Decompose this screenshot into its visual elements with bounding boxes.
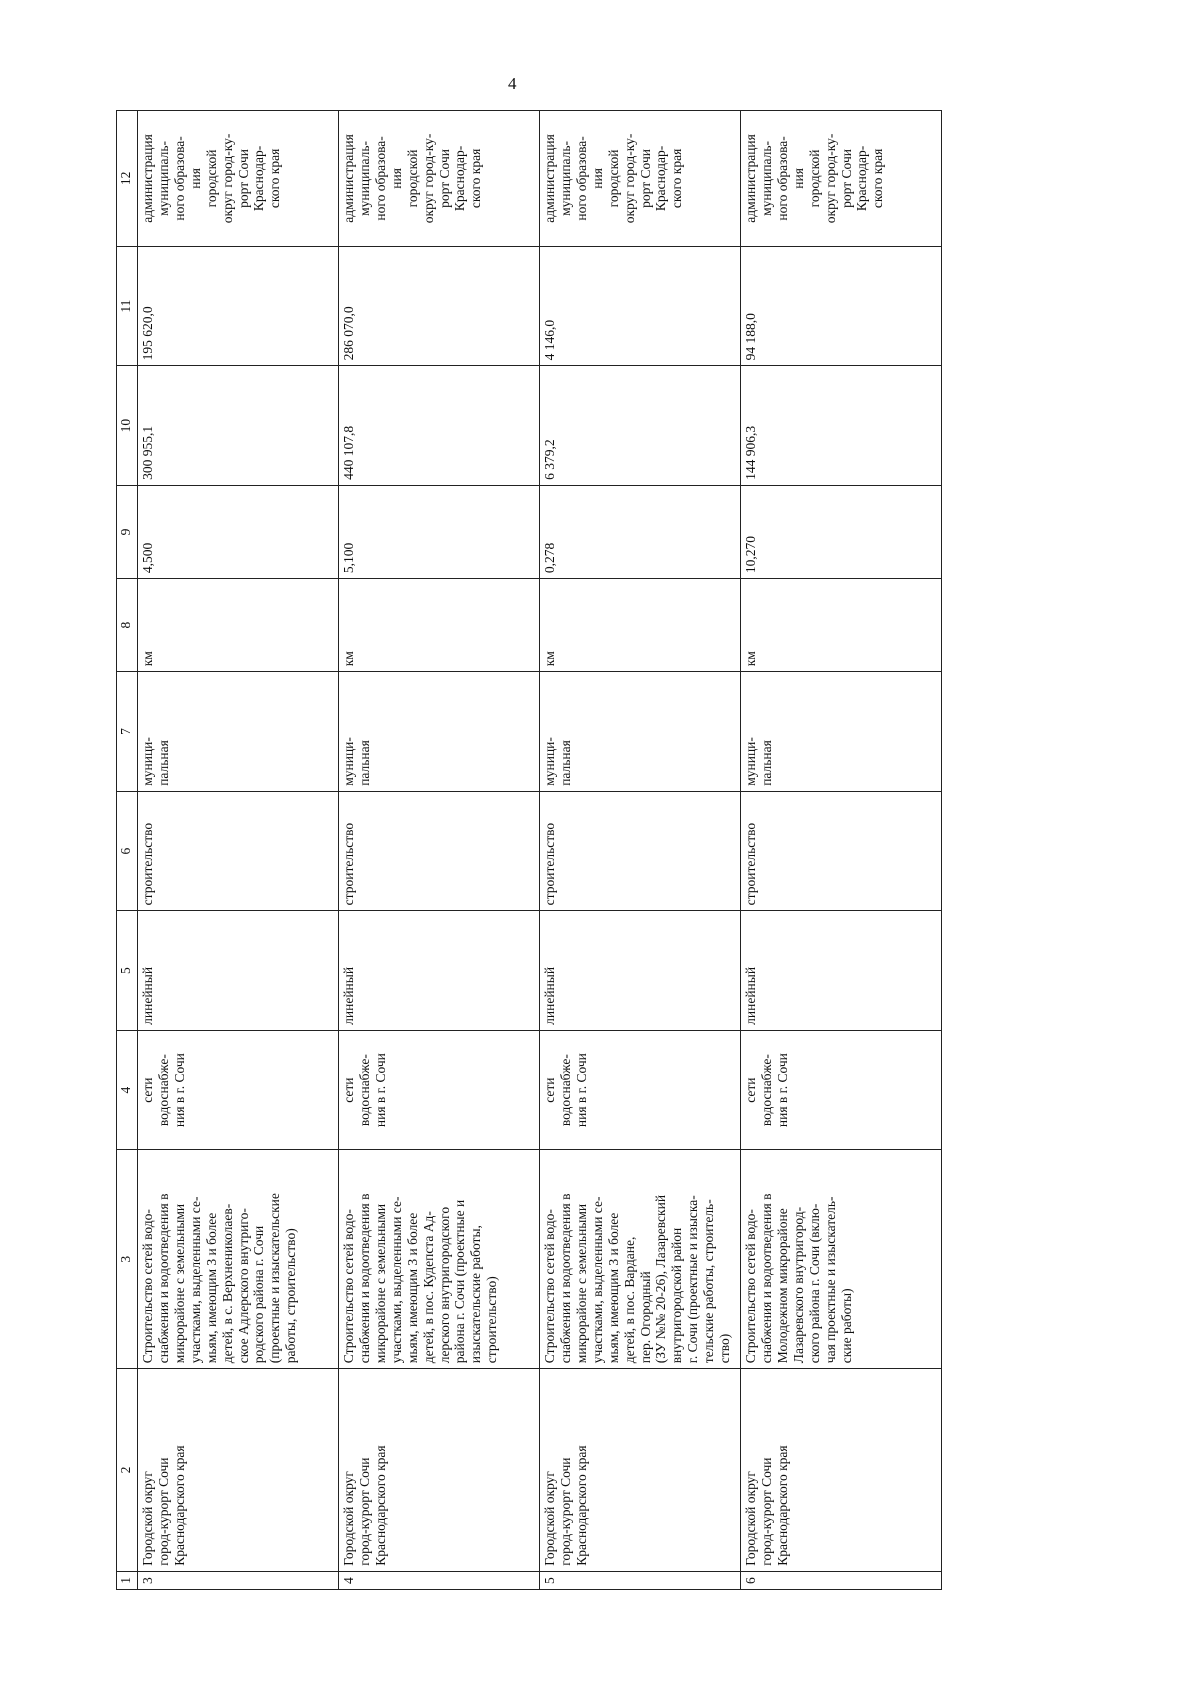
investment-objects-table	[116, 110, 942, 1590]
object-cell: сети водоснабже- ния в г. Сочи	[339, 1030, 540, 1150]
ownership-cell: муници- пальная	[741, 672, 942, 792]
col-header-3: 3	[117, 1150, 138, 1369]
ownership-cell: муници- пальная	[339, 672, 540, 792]
description-cell: Строительство сетей водо- снабжения и водоотведения в Молодежном микрорайоне Лазаревского внутригород- ского района г. Сочи (вклю- чая проектные и изыскатель- ские работы)	[741, 1150, 942, 1369]
col-header-11: 11	[117, 246, 138, 366]
object-cell: сети водоснабже- ния в г. Сочи	[741, 1030, 942, 1150]
budget-cell: 4 146,0	[540, 246, 741, 366]
description-cell: Строительство сетей водо- снабжения и водоотведения в микрорайоне с земельными участками, выделенными се- мьям, имеющим 3 и более детей, в пос. Вардане, пер. Огородный (ЗУ №№ 20-26), Лазаревский внутригородской район г. Сочи (проектные и изыска- тельские работы, строитель- ство)	[540, 1150, 741, 1369]
length-cell: 5,100	[339, 485, 540, 578]
work-cell: строительство	[741, 791, 942, 911]
col-header-8: 8	[117, 579, 138, 672]
row-number: 3	[138, 1571, 339, 1589]
budget-cell: 195 620,0	[138, 246, 339, 366]
work-cell: строительство	[339, 791, 540, 911]
table-row	[741, 111, 942, 1590]
col-header-6: 6	[117, 791, 138, 911]
column-number-row	[117, 111, 138, 1590]
total-cost-cell: 440 107,8	[339, 366, 540, 486]
row-number: 5	[540, 1571, 741, 1589]
row-number: 6	[741, 1571, 942, 1589]
col-header-2: 2	[117, 1369, 138, 1572]
customer-cell: администрация муниципаль- ного образова- ния городской округ город-ку- рорт Сочи Краснодар- ского края	[339, 111, 540, 247]
type-cell: линейный	[741, 911, 942, 1031]
work-cell: строительство	[138, 791, 339, 911]
table-row	[540, 111, 741, 1590]
col-header-4: 4	[117, 1030, 138, 1150]
type-cell: линейный	[540, 911, 741, 1031]
table-row	[138, 111, 339, 1590]
ownership-cell: муници- пальная	[540, 672, 741, 792]
col-header-12: 12	[117, 111, 138, 247]
territory-cell: Городской округ город-курорт Сочи Краснодарского края	[741, 1369, 942, 1572]
budget-cell: 94 188,0	[741, 246, 942, 366]
length-cell: 10,270	[741, 485, 942, 578]
total-cost-cell: 300 955,1	[138, 366, 339, 486]
unit-cell: км	[741, 579, 942, 672]
unit-cell: км	[339, 579, 540, 672]
customer-cell: администрация муниципаль- ного образова- ния городской округ город-ку- рорт Сочи Краснодар- ского края	[741, 111, 942, 247]
object-cell: сети водоснабже- ния в г. Сочи	[138, 1030, 339, 1150]
budget-cell: 286 070,0	[339, 246, 540, 366]
length-cell: 0,278	[540, 485, 741, 578]
ownership-cell: муници- пальная	[138, 672, 339, 792]
description-cell: Строительство сетей водо- снабжения и водоотведения в микрорайоне с земельными участками, выделенными се- мьям, имеющим 3 и более детей, в с. Верхнениколаев- ское Адлерского внутриго- родского района г. Сочи (проектные и изыскательские работы, строительство)	[138, 1150, 339, 1369]
unit-cell: км	[540, 579, 741, 672]
row-number: 4	[339, 1571, 540, 1589]
length-cell: 4,500	[138, 485, 339, 578]
territory-cell: Городской округ город-курорт Сочи Краснодарского края	[339, 1369, 540, 1572]
work-cell: строительство	[540, 791, 741, 911]
col-header-10: 10	[117, 366, 138, 486]
total-cost-cell: 6 379,2	[540, 366, 741, 486]
unit-cell: км	[138, 579, 339, 672]
col-header-7: 7	[117, 672, 138, 792]
page-number: 4	[508, 74, 517, 93]
customer-cell: администрация муниципаль- ного образова- ния городской округ город-ку- рорт Сочи Краснодар- ского края	[138, 111, 339, 247]
col-header-1: 1	[117, 1571, 138, 1589]
rotated-table-container	[116, 110, 940, 1590]
customer-cell: администрация муниципаль- ного образова- ния городской округ город-ку- рорт Сочи Краснодар- ского края	[540, 111, 741, 247]
description-cell: Строительство сетей водо- снабжения и водоотведения в микрорайоне с земельными участками, выделенными се- мьям, имеющим 3 и более детей, в пос. Кудепста Ад- лерского внутригородского района г. Сочи (проектные и изыскательские работы, строительство)	[339, 1150, 540, 1369]
table-row	[339, 111, 540, 1590]
col-header-9: 9	[117, 485, 138, 578]
type-cell: линейный	[339, 911, 540, 1031]
territory-cell: Городской округ город-курорт Сочи Краснодарского края	[138, 1369, 339, 1572]
total-cost-cell: 144 906,3	[741, 366, 942, 486]
type-cell: линейный	[138, 911, 339, 1031]
territory-cell: Городской округ город-курорт Сочи Краснодарского края	[540, 1369, 741, 1572]
object-cell: сети водоснабже- ния в г. Сочи	[540, 1030, 741, 1150]
col-header-5: 5	[117, 911, 138, 1031]
